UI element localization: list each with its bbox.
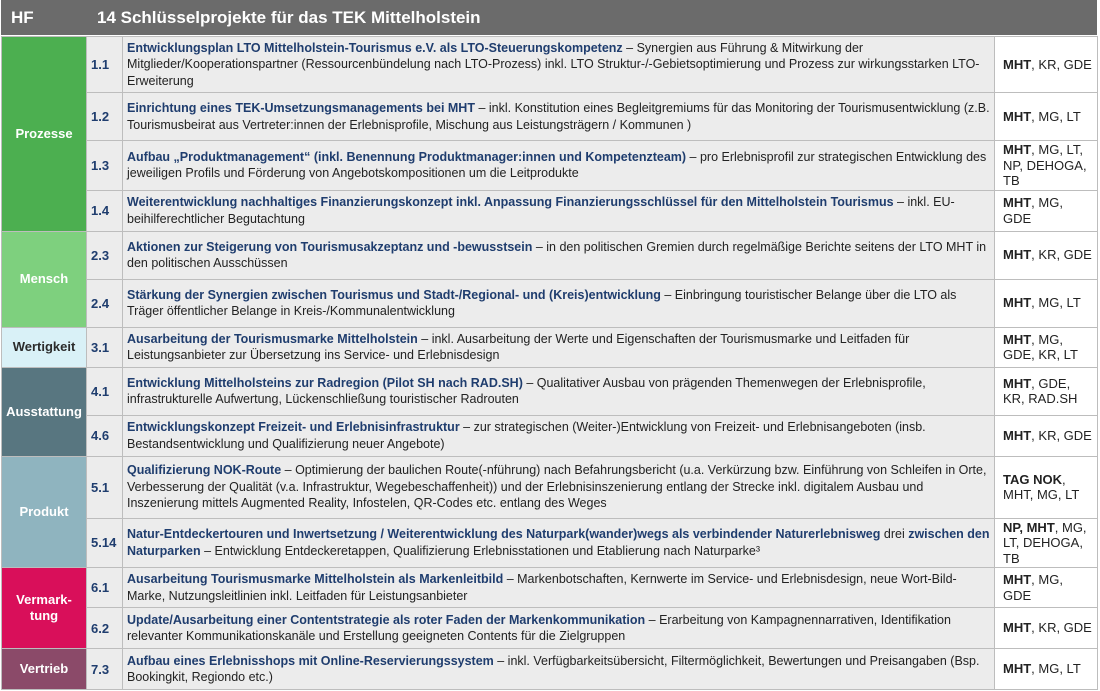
- lead-partner: MHT: [1003, 142, 1032, 157]
- project-title: Aktionen zur Steigerung von Tourismusakzeptanz und -bewusstsein: [127, 239, 533, 254]
- project-responsible: [995, 141, 1098, 191]
- project-text: – pro Erlebnisprofil zur strategischen Entwicklung des jeweiligen Profils und Förderung von Angebotskompositionen um die Leitprodukte: [127, 149, 987, 181]
- partners: , MG, GDE: [1003, 572, 1063, 603]
- project-number: 4.1: [87, 367, 123, 415]
- project-responsible: [995, 568, 1098, 608]
- project-title: Qualifizierung NOK-Route: [127, 463, 282, 478]
- project-title: Einrichtung eines TEK-Umsetzungsmanagements bei MHT: [127, 101, 475, 115]
- project-description: [123, 415, 995, 456]
- project-title-tail: drei: [880, 527, 909, 542]
- project-number: 4.6: [87, 415, 123, 456]
- table-row: [2, 568, 1098, 608]
- project-description: [123, 367, 995, 415]
- project-number: 3.1: [87, 327, 123, 367]
- table-row: [2, 456, 1098, 518]
- project-responsible: [995, 37, 1098, 93]
- project-number: 1.3: [87, 141, 123, 191]
- category-ausstattung: Ausstattung: [2, 367, 87, 456]
- project-description: [123, 93, 995, 141]
- project-title: Stärkung der Synergien zwischen Tourismus und Stadt-/Regional- und (Kreis)entwicklung: [127, 287, 661, 302]
- project-description: [123, 190, 995, 231]
- lead-partner: MHT: [1003, 195, 1032, 210]
- project-description: [123, 231, 995, 279]
- project-text: – in den politischen Gremien durch regelmäßige Berichte seitens der LTO MHT in den politischen Ausschüssen: [127, 239, 987, 270]
- table-row: [2, 649, 1098, 690]
- category-vertrieb: Vertrieb: [2, 649, 87, 690]
- table-row: [2, 327, 1098, 367]
- category-produkt: Produkt: [2, 456, 87, 568]
- project-number: 5.1: [87, 456, 123, 518]
- project-title-continued: zwischen den Naturparken: [127, 527, 990, 558]
- category-wertigkeit: Wertigkeit: [2, 327, 87, 367]
- project-title: Ausarbeitung Tourismusmarke Mittelholstein als Markenleitbild: [127, 572, 504, 586]
- lead-partner: MHT: [1003, 375, 1032, 391]
- project-title: Natur-Entdeckertouren und Inwertsetzung / Weiterentwicklung des Naturpark(wander)wegs als verbindender Naturerlebnisweg: [127, 527, 881, 542]
- project-responsible: [995, 456, 1098, 518]
- project-description: [123, 649, 995, 690]
- project-description: [123, 327, 995, 367]
- table-row: [2, 518, 1098, 568]
- lead-partner: MHT: [1003, 247, 1032, 263]
- project-responsible: [995, 231, 1098, 279]
- project-text: – inkl. Konstitution eines Begleitgremiums für das Monitoring der Tourismusentwicklung (z.B. Tourismusbeirat aus Vertreter:innen der Erlebnisprofile, Mischung aus Leistungsträgern / Kommunen ): [127, 101, 990, 132]
- partners: , KR, GDE: [1031, 427, 1092, 443]
- project-responsible: [995, 279, 1098, 327]
- partners: , MHT, MG, LT: [1003, 471, 1080, 502]
- hf-column-label: HF: [11, 8, 34, 27]
- project-description: [123, 141, 995, 191]
- lead-partner: MHT: [1003, 56, 1032, 72]
- partners: , MG, LT, DEHOGA, TB: [1003, 519, 1087, 566]
- table-row: [2, 93, 1098, 141]
- table-row: [2, 279, 1098, 327]
- project-number: 5.14: [87, 518, 123, 568]
- project-title: Weiterentwicklung nachhaltiges Finanzierungskonzept inkl. Anpassung Finanzierungsschlüssel für den Mittelholstein Tourismus: [127, 195, 894, 209]
- category-vermarktung: Vermark- tung: [2, 568, 87, 649]
- project-title: Entwicklung Mittelholsteins zur Radregion (Pilot SH nach RAD.SH): [127, 375, 523, 390]
- project-responsible: [995, 327, 1098, 367]
- project-text: – Erarbeitung von Kampagnennarrativen, Identifikation relevanter Kommunikationskanäle und Erstellung geeigneten Contents für die Zielgruppen: [127, 612, 951, 643]
- partners: , GDE, KR, RAD.SH: [1003, 375, 1078, 406]
- project-title: Aufbau eines Erlebnisshops mit Online-Reservierungssystem: [127, 653, 494, 668]
- project-description: [123, 518, 995, 568]
- lead-partner: MHT: [1003, 108, 1032, 124]
- partners: , MG, LT: [1031, 661, 1081, 677]
- project-title: Ausarbeitung der Tourismusmarke Mittelholstein: [127, 331, 418, 346]
- project-text: – inkl. EU-beihilferechtlicher Begutachtung: [127, 195, 955, 226]
- table-row: [2, 190, 1098, 231]
- project-responsible: [995, 649, 1098, 690]
- category-mensch: Mensch: [2, 231, 87, 327]
- project-responsible: [995, 518, 1098, 568]
- project-text: – Qualitativer Ausbau von prägenden Themenwegen der Erlebnisprofile, infrastrukturelle Aufwertung, Lückenschließung touristischer Radrouten: [127, 375, 926, 406]
- project-responsible: [995, 367, 1098, 415]
- project-title: Entwicklungsplan LTO Mittelholstein-Tourismus e.V. als LTO-Steuerungskompetenz: [127, 40, 623, 55]
- lead-partner: MHT: [1003, 620, 1032, 636]
- project-description: [123, 456, 995, 518]
- lead-partner: TAG NOK: [1003, 471, 1062, 487]
- project-number: 7.3: [87, 649, 123, 690]
- project-text: – Optimierung der baulichen Route(-nführung) nach Befahrungsbericht (u.a. Verkürzung bzw. Einführung von Schleifen in Orte, Verbesserung der Qualität (v.a. Infrastruktur, Wegebeschaffenheit)) und der Erlebnisinszenierung entlang der Strecke inkl. digitalem Ausbau und Inszenierung mittels Augmented Reality, Infostelen, QR-Codes etc. entlang des Weges: [127, 463, 987, 511]
- lead-partner: MHT: [1003, 427, 1032, 443]
- table-row: [2, 415, 1098, 456]
- project-responsible: [995, 608, 1098, 649]
- project-number: 1.2: [87, 93, 123, 141]
- project-number: 1.4: [87, 190, 123, 231]
- project-text: – Synergien aus Führung & Mitwirkung der Mitglieder/Kooperationspartner (Ressourcenbündelung nach LTO-Prozess) inkl. LTO Struktur-/-Gebietsoptimierung und Prozess zur wirkungsstarken LTO-Erweiterung: [127, 40, 980, 88]
- project-text: – Markenbotschaften, Kernwerte im Service- und Erlebnisdesign, neue Wort-Bild-Marke, Nutzungsleitlinien inkl. Leitfaden für Leistungsanbieter: [127, 572, 957, 603]
- project-responsible: [995, 415, 1098, 456]
- table-row: [2, 141, 1098, 191]
- project-text: – Entwicklung Entdeckeretappen, Qualifizierung Erlebnisstationen und Etablierung nach Naturparke³: [200, 543, 761, 558]
- project-description: [123, 568, 995, 608]
- partners: , KR, GDE: [1031, 56, 1092, 72]
- project-number: 1.1: [87, 37, 123, 93]
- project-number: 2.3: [87, 231, 123, 279]
- table-row: [2, 231, 1098, 279]
- category-prozesses: Prozesse: [2, 37, 87, 232]
- lead-partner: MHT: [1003, 661, 1032, 677]
- lead-partner: MHT: [1003, 295, 1032, 311]
- project-number: 6.2: [87, 608, 123, 649]
- project-title: Update/Ausarbeitung einer Contentstrategie als roter Faden der Markenkommunikation: [127, 612, 646, 627]
- project-text: – zur strategischen (Weiter-)Entwicklung von Freizeit- und Erlebnisangeboten (insb. Bestandsentwicklung und Qualifizierung neuer Angebote): [127, 420, 926, 451]
- partners: , MG, LT: [1031, 108, 1081, 124]
- lead-partner: MHT: [1003, 572, 1032, 587]
- project-description: [123, 608, 995, 649]
- project-title: Entwicklungskonzept Freizeit- und Erlebnisinfrastruktur: [127, 420, 460, 434]
- lead-partner: MHT: [1003, 331, 1032, 347]
- table-row: [2, 367, 1098, 415]
- partners: , MG, GDE: [1003, 195, 1063, 226]
- project-number: 2.4: [87, 279, 123, 327]
- lead-partner: NP, MHT: [1003, 519, 1055, 535]
- partners: , KR, GDE: [1031, 620, 1092, 636]
- table-header: [1, 0, 1097, 35]
- project-responsible: [995, 190, 1098, 231]
- partners: , MG, LT: [1031, 295, 1081, 311]
- page-title: 14 Schlüsselprojekte für das TEK Mittelholstein: [97, 8, 481, 27]
- project-title: Aufbau „Produktmanagement“ (inkl. Benennung Produktmanager:innen und Kompetenzteam): [127, 149, 687, 164]
- partners: , KR, GDE: [1031, 247, 1092, 263]
- project-description: [123, 279, 995, 327]
- partners: , MG, LT, NP, DEHOGA, TB: [1003, 142, 1087, 188]
- project-text: – inkl. Ausarbeitung der Werte und Eigenschaften der Tourismusmarke und Leitfaden für Leistungsanbieter zur Übersetzung ins Service- und Erlebnisdesign: [127, 331, 910, 362]
- project-number: 6.1: [87, 568, 123, 608]
- table-row: [2, 37, 1098, 93]
- project-responsible: [995, 93, 1098, 141]
- projects-table: [1, 36, 1098, 690]
- project-text: – Einbringung touristischer Belange über die LTO als Träger öffentlicher Belange in Kreis-/Kommunalentwicklung: [127, 287, 957, 318]
- table-row: [2, 608, 1098, 649]
- partners: , MG, GDE, KR, LT: [1003, 331, 1078, 362]
- project-text: – inkl. Verfügbarkeitsübersicht, Filtermöglichkeit, Bewertungen und Preisangaben (Bsp. Bookingkit, Regiondo etc.): [127, 653, 980, 684]
- project-description: [123, 37, 995, 93]
